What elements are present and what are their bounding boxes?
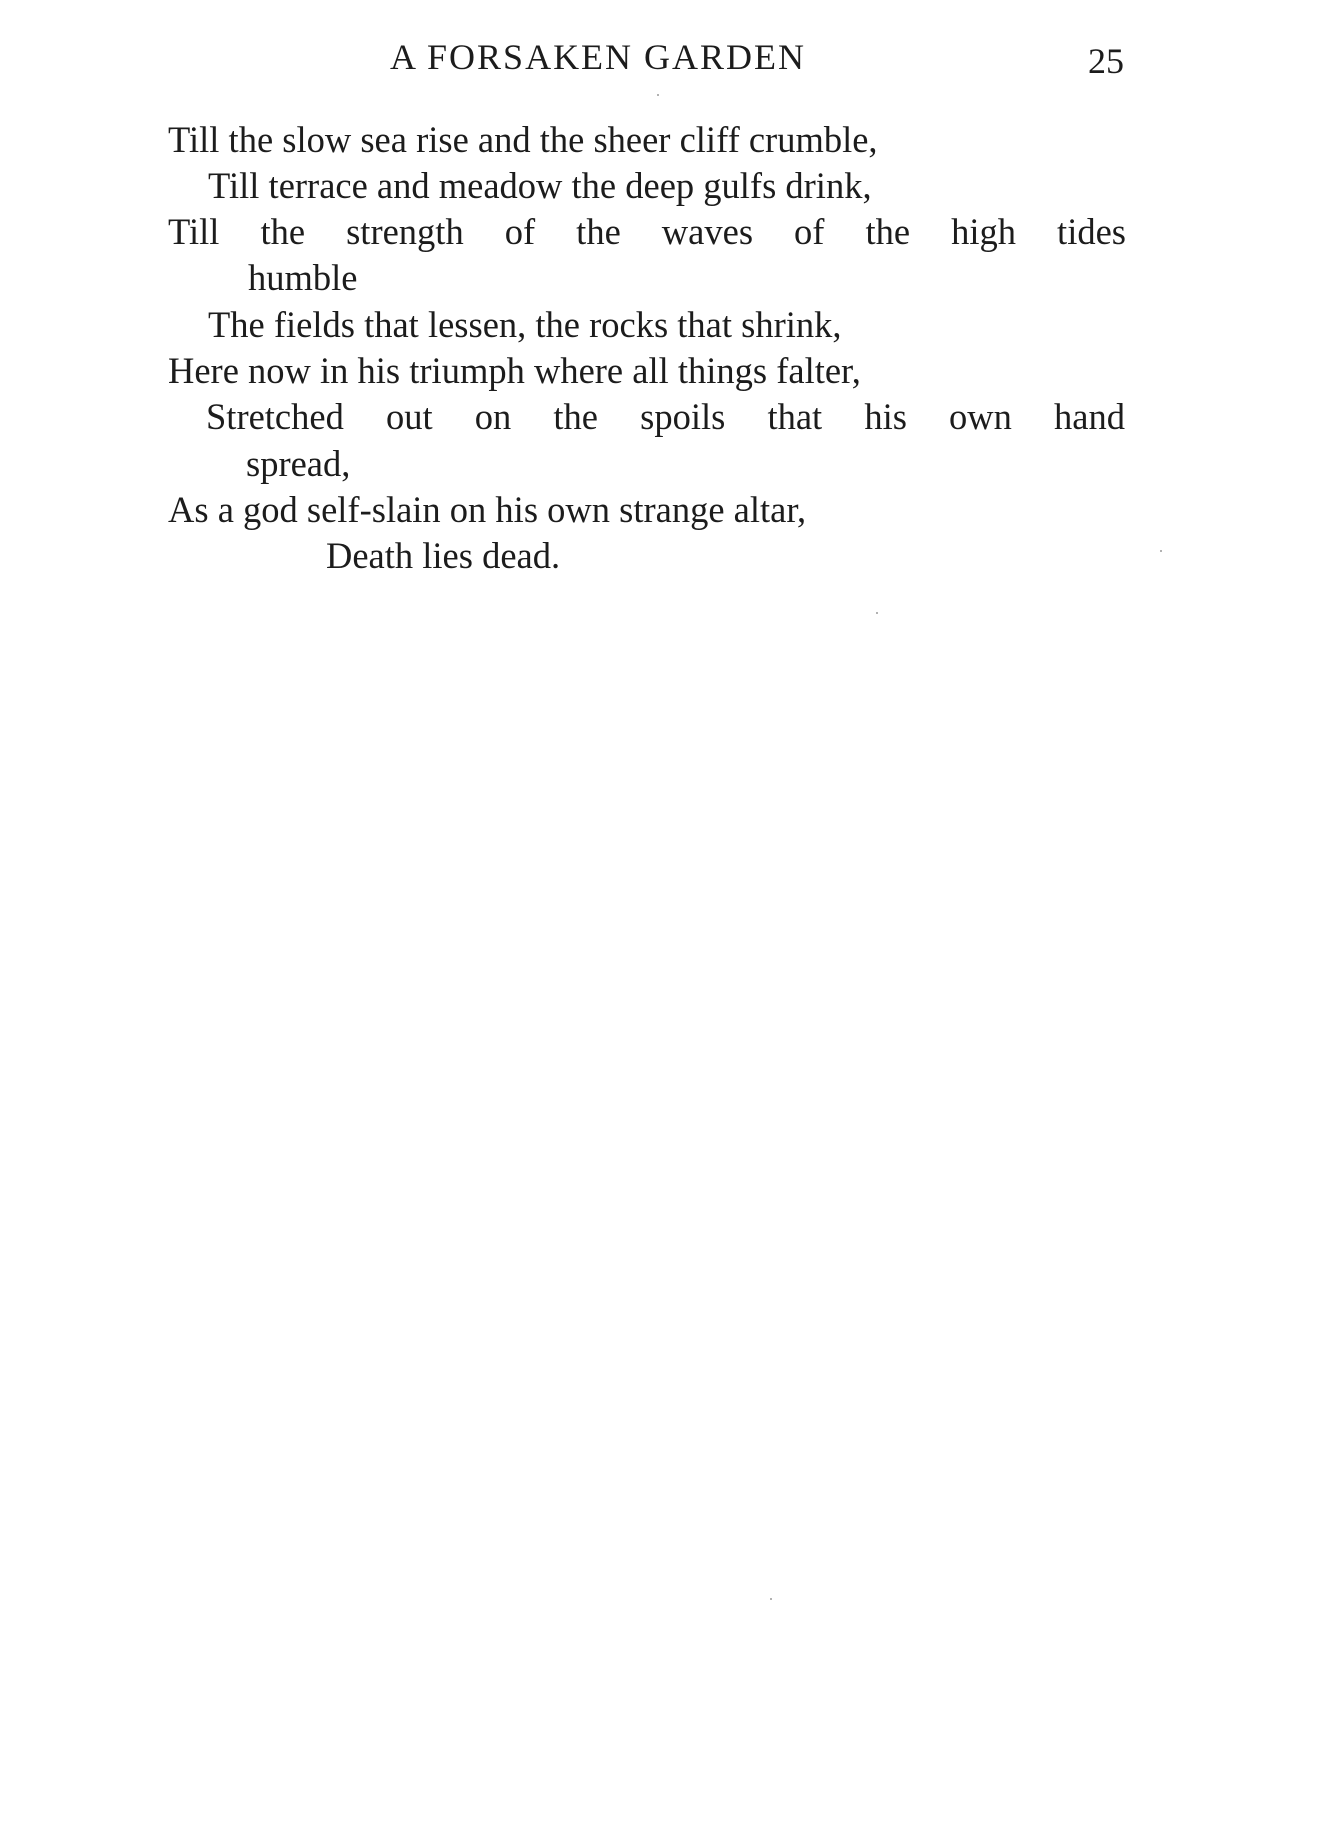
running-head-title: A FORSAKEN GARDEN — [390, 37, 807, 77]
paper-speck — [1160, 550, 1162, 552]
poem-line-continuation: humble — [248, 257, 358, 298]
page-number: 25 — [1088, 41, 1124, 81]
poem-line: Till the slow sea rise and the sheer cliff crumble, — [168, 119, 878, 160]
paper-speck — [876, 612, 878, 614]
poem-line-continuation: spread, — [246, 443, 351, 484]
paper-speck — [770, 1598, 772, 1600]
poem-line: Here now in his triumph where all things falter, — [168, 350, 861, 391]
poem-line: Till the strength of the waves of the high tides — [168, 211, 1126, 252]
poem-line: Death lies dead. — [326, 535, 561, 576]
paper-speck — [657, 94, 659, 96]
poem-line: As a god self-slain on his own strange altar, — [168, 489, 807, 530]
poem-line: The fields that lessen, the rocks that shrink, — [208, 304, 842, 345]
poem-line: Till terrace and meadow the deep gulfs drink, — [208, 165, 872, 206]
poem-line: Stretched out on the spoils that his own hand — [206, 396, 1125, 437]
